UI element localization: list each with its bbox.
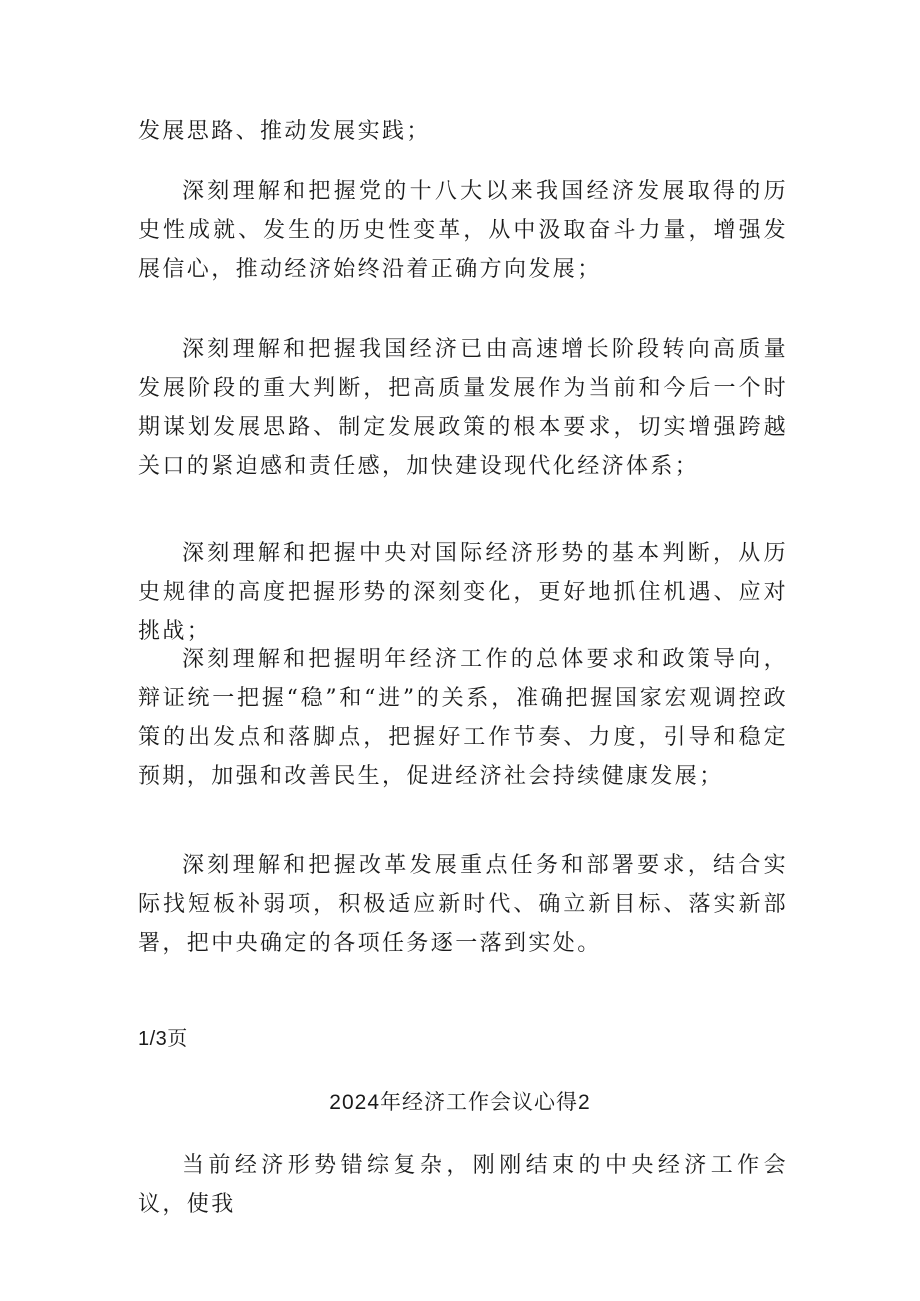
paragraph-policy-orientation: 深刻理解和把握明年经济工作的总体要求和政策导向，辩证统一把握“稳”和“进”的关系，准确把握国家宏观调控政策的出发点和落脚点，把握好工作节奏、力度，引导和稳定预期，加强和改善民生，促进经济社会持续健康发展；	[138, 647, 788, 789]
section-title: 2024年经济工作会议心得2	[329, 1091, 591, 1114]
paragraph-next-section: 当前经济形势错综复杂，刚刚结束的中央经济工作会议，使我	[138, 1153, 788, 1217]
paragraph-reform-tasks: 深刻理解和把握改革发展重点任务和部署要求，结合实际找短板补弱项，积极适应新时代、确立新目标、落实新部署，把中央确定的各项任务逐一落到实处。	[138, 853, 788, 956]
paragraph-international-situation: 深刻理解和把握中央对国际经济形势的基本判断，从历史规律的高度把握形势的深刻变化，更好地抓住机遇、应对挑战；	[138, 541, 788, 644]
paragraph-high-quality-development: 深刻理解和把握我国经济已由高速增长阶段转向高质量发展阶段的重大判断，把高质量发展作为当前和今后一个时期谋划发展思路、制定发展政策的根本要求，切实增强跨越关口的紧迫感和责任感，加快建设现代化经济体系；	[138, 337, 788, 479]
paragraph-continuation: 发展思路、推动发展实践；	[138, 119, 431, 144]
page-number: 1/3页	[138, 1028, 188, 1050]
paragraph-achievements: 深刻理解和把握党的十八大以来我国经济发展取得的历史性成就、发生的历史性变革，从中汲取奋斗力量，增强发展信心，推动经济始终沿着正确方向发展；	[138, 179, 788, 282]
